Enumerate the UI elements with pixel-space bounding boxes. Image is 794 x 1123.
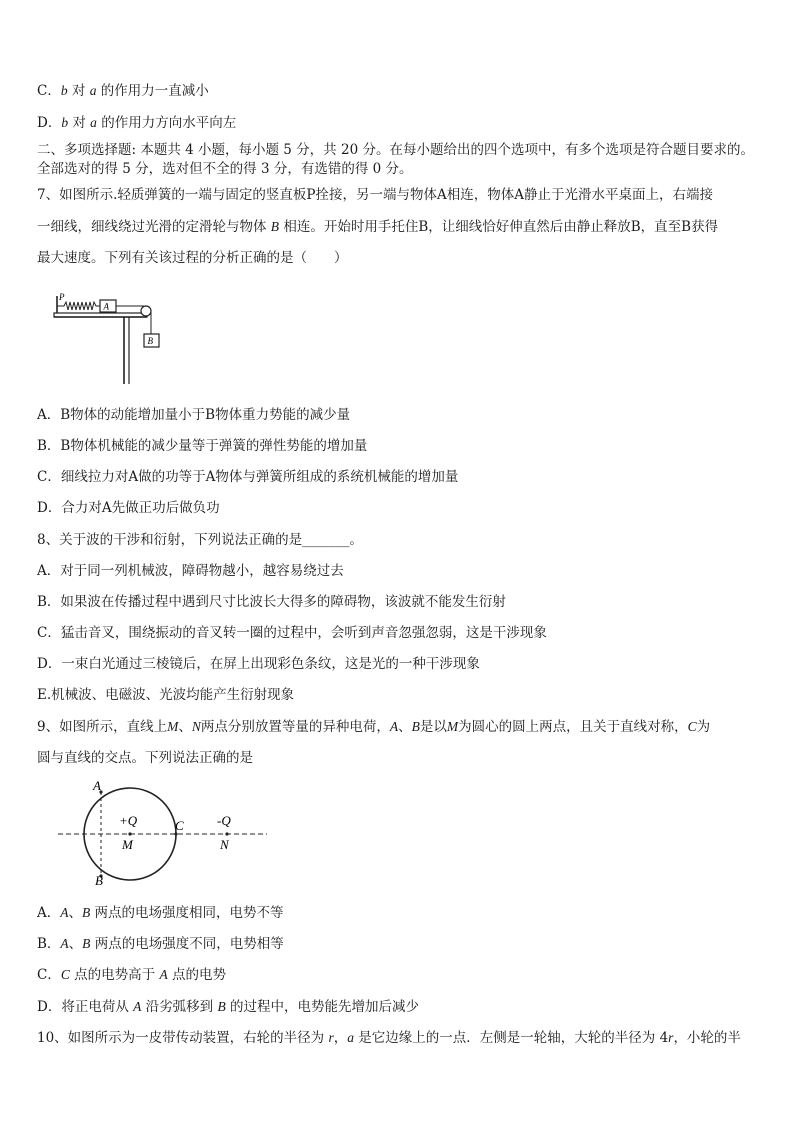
label-p: P <box>59 292 65 302</box>
label-plus-q: +Q <box>119 813 138 828</box>
point-m <box>128 832 131 835</box>
label-b: B <box>147 336 153 346</box>
q8-option-a: A．对于同一列机械波，障碍物越小，越容易绕过去 <box>37 563 344 579</box>
point-n <box>225 832 228 835</box>
label-a: A <box>93 778 101 793</box>
label-a: A <box>103 301 109 312</box>
q6-option-c: C．b 对 a 的作用力一直减小 <box>37 83 209 99</box>
q8-stem: 8、关于波的干涉和衍射，下列说法正确的是_______。 <box>37 532 363 548</box>
q7-spring-pulley-figure <box>40 288 170 388</box>
q9-option-b: B．A、B 两点的电场强度不同，电势相等 <box>37 936 284 952</box>
q6-option-d: D．b 对 a 的作用力方向水平向左 <box>37 115 237 131</box>
q9-stem-line2: 圆与直线的交点。下列说法正确的是 <box>37 750 253 766</box>
q7-option-c: C．细线拉力对A做的功等于A物体与弹簧所组成的系统机械能的增加量 <box>37 469 459 485</box>
spring <box>57 302 100 310</box>
label-n: N <box>220 837 229 852</box>
q9-charges-circle-figure <box>55 778 275 888</box>
q7-stem-line1: 7、如图所示.轻质弹簧的一端与固定的竖直板P拴接，另一端与物体A相连，物体A静止于光滑水平桌面上，右端接 <box>37 187 713 203</box>
section2-instructions-line1: 二、多项选择题: 本题共 4 小题，每小题 5 分，共 20 分。在每小题给出的四个选项中，有多个选项是符合题目要求的。 <box>37 142 754 158</box>
label-c: C <box>175 818 184 833</box>
label-minus-q: -Q <box>217 813 231 828</box>
section2-instructions-line2: 全部选对的得 5 分，选对但不全的得 3 分，有选错的得 0 分。 <box>37 161 413 177</box>
q8-option-d: D．一束白光通过三棱镜后，在屏上出现彩色条纹，这是光的一种干涉现象 <box>37 656 480 672</box>
q7-option-b: B．B物体机械能的减少量等于弹簧的弹性势能的增加量 <box>37 438 368 454</box>
label-m: M <box>122 837 133 852</box>
q9-stem-line1: 9、如图所示，直线上M、N两点分别放置等量的异种电荷，A、B是以M为圆心的圆上两点，且关于直线对称，C为 <box>37 719 711 735</box>
pulley <box>141 306 151 316</box>
q8-option-b: B．如果波在传播过程中遇到尺寸比波长大得多的障碍物，该波就不能发生衍射 <box>37 594 506 610</box>
q9-option-c: C．C 点的电势高于 A 点的电势 <box>37 967 226 983</box>
q7-stem-line3: 最大速度。下列有关该过程的分析正确的是（ ） <box>37 250 348 266</box>
q7-option-d: D．合力对A先做正功后做负功 <box>37 500 220 516</box>
q10-stem-line1: 10、如图所示为一皮带传动装置，右轮的半径为 r，a 是它边缘上的一点．左侧是一轮轴，大轮的半径为 4r，小轮的半 <box>37 1030 741 1046</box>
label-b: B <box>95 873 103 888</box>
q9-option-d: D．将正电荷从 A 沿劣弧移到 B 的过程中，电势能先增加后减少 <box>37 999 420 1015</box>
q7-option-a: A．B物体的动能增加量小于B物体重力势能的减少量 <box>37 407 351 423</box>
q9-option-a: A．A、B 两点的电场强度相同，电势不等 <box>37 905 284 921</box>
q8-option-e: E.机械波、电磁波、光波均能产生衍射现象 <box>37 687 295 703</box>
q8-option-c: C．猛击音叉，围绕振动的音叉转一圈的过程中，会听到声音忽强忽弱，这是干涉现象 <box>37 625 547 641</box>
q7-stem-line2: 一细线，细线绕过光滑的定滑轮与物体 B 相连。开始时用手托住B，让细线恰好伸直然后由静止释放B，直至B获得 <box>37 219 719 235</box>
